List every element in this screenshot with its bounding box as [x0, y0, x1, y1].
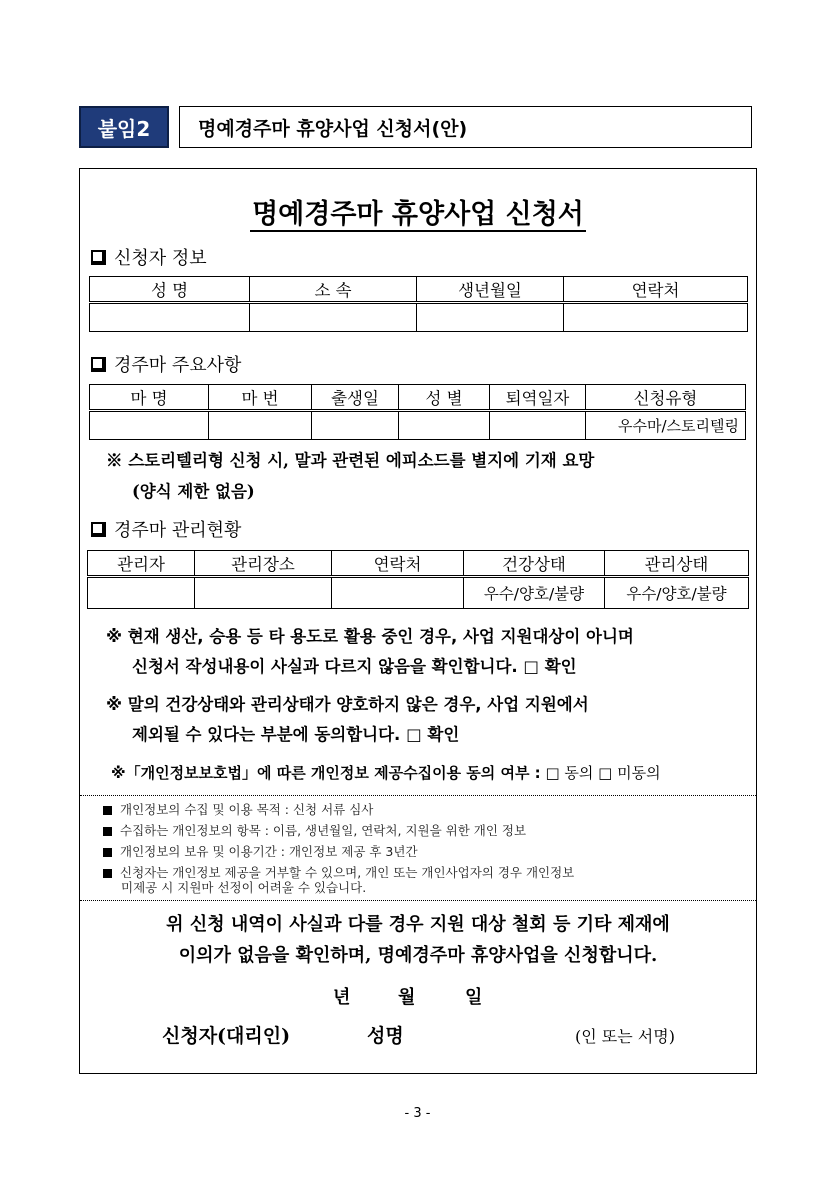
privacy-item-cont: 미제공 시 지원마 선정이 어려울 수 있습니다. [121, 880, 367, 895]
contact-field[interactable] [564, 303, 748, 332]
attachment-tag: 붙임2 [79, 106, 169, 148]
bullet-icon [103, 827, 112, 836]
privacy-item: 신청자는 개인정보 제공을 거부할 수 있으며, 개인 또는 개인사업자의 경우 개인정보 [103, 865, 574, 880]
col-birth: 출생일 [312, 385, 399, 411]
date-year[interactable]: 년 [333, 987, 351, 1008]
col-horse-number: 마 번 [209, 385, 312, 411]
col-sex: 성 별 [399, 385, 490, 411]
col-manager: 관리자 [88, 551, 195, 577]
page-number: - 3 - [404, 1106, 431, 1121]
col-health: 건강상태 [464, 551, 605, 577]
storytelling-note: ※ 스토리텔리형 신청 시, 말과 관련된 에피소드를 별지에 기재 요망 [106, 451, 595, 470]
section-label: 경주마 관리현황 [114, 520, 242, 541]
declaration-line2: 이의가 없음을 확인하며, 명예경주마 휴양사업을 신청합니다. [178, 945, 658, 966]
consent-row [111, 762, 661, 783]
name-field[interactable] [90, 303, 250, 332]
horse-table [89, 384, 746, 440]
section-label: 신청자 정보 [114, 248, 207, 269]
health-field[interactable]: 우수/양호/불량 [464, 577, 605, 609]
section-horse [91, 351, 241, 377]
sex-field[interactable] [399, 411, 490, 440]
bullet-icon [103, 848, 112, 857]
checkbox-icon [91, 357, 106, 372]
col-retire-date: 퇴역일자 [490, 385, 586, 411]
col-contact: 연락처 [332, 551, 464, 577]
applicant-table [89, 276, 748, 332]
privacy-item: 수집하는 개인정보의 항목 : 이름, 생년월일, 연락처, 지원을 위한 개인 정보 [103, 823, 526, 838]
horse-name-field[interactable] [90, 411, 209, 440]
col-birthdate: 생년월일 [417, 277, 564, 303]
storytelling-note-sub: (양식 제한 없음) [132, 482, 255, 501]
col-status: 관리상태 [605, 551, 749, 577]
signature-field[interactable]: (인 또는 서명) [575, 1027, 675, 1046]
mgmt-contact-field[interactable] [332, 577, 464, 609]
affiliation-field[interactable] [250, 303, 417, 332]
consent-options[interactable]: □ 동의 □ 미동의 [545, 764, 661, 782]
confirm2-line2[interactable]: 제외될 수 있다는 부분에 동의합니다. □ 확인 [132, 725, 460, 744]
checkbox-icon [91, 250, 106, 265]
col-name: 성 명 [90, 277, 250, 303]
col-horse-name: 마 명 [90, 385, 209, 411]
status-field[interactable]: 우수/양호/불량 [605, 577, 749, 609]
apply-type-field[interactable]: 우수마/스토리텔링 [586, 411, 746, 440]
section-applicant [91, 244, 207, 270]
applicant-label: 신청자(대리인) [162, 1025, 291, 1047]
confirm1-line1: ※ 현재 생산, 승용 등 타 용도로 활용 중인 경우, 사업 지원대상이 아니며 [106, 627, 634, 646]
attachment-title: 명예경주마 휴양사업 신청서(안) [179, 106, 752, 148]
location-field[interactable] [195, 577, 332, 609]
privacy-item: 개인정보의 수집 및 이용 목적 : 신청 서류 심사 [103, 802, 373, 817]
date-month[interactable]: 월 [398, 987, 416, 1008]
col-location: 관리장소 [195, 551, 332, 577]
bullet-icon [103, 806, 112, 815]
manager-field[interactable] [88, 577, 195, 609]
col-apply-type: 신청유형 [586, 385, 746, 411]
section-label: 경주마 주요사항 [114, 355, 242, 376]
name-label: 성명 [367, 1025, 404, 1047]
col-affiliation: 소 속 [250, 277, 417, 303]
retire-date-field[interactable] [490, 411, 586, 440]
birth-field[interactable] [312, 411, 399, 440]
confirm2-line1: ※ 말의 건강상태와 관리상태가 양호하지 않은 경우, 사업 지원에서 [106, 695, 589, 714]
section-management [91, 516, 241, 542]
management-table [87, 550, 749, 609]
privacy-item: 개인정보의 보유 및 이용기간 : 개인정보 제공 후 3년간 [103, 844, 418, 859]
checkbox-icon [91, 522, 106, 537]
consent-label: ※「개인정보보호법」에 따른 개인정보 제공수집이용 동의 여부 : [111, 764, 541, 782]
col-contact: 연락처 [564, 277, 748, 303]
date-day[interactable]: 일 [465, 987, 483, 1008]
form-title: 명예경주마 휴양사업 신청서 [252, 199, 584, 230]
confirm1-line2[interactable]: 신청서 작성내용이 사실과 다르지 않음을 확인합니다. □ 확인 [132, 657, 577, 676]
declaration-line1: 위 신청 내역이 사실과 다를 경우 지원 대상 철회 등 기타 제재에 [166, 914, 670, 935]
horse-number-field[interactable] [209, 411, 312, 440]
bullet-icon [103, 869, 112, 878]
birthdate-field[interactable] [417, 303, 564, 332]
